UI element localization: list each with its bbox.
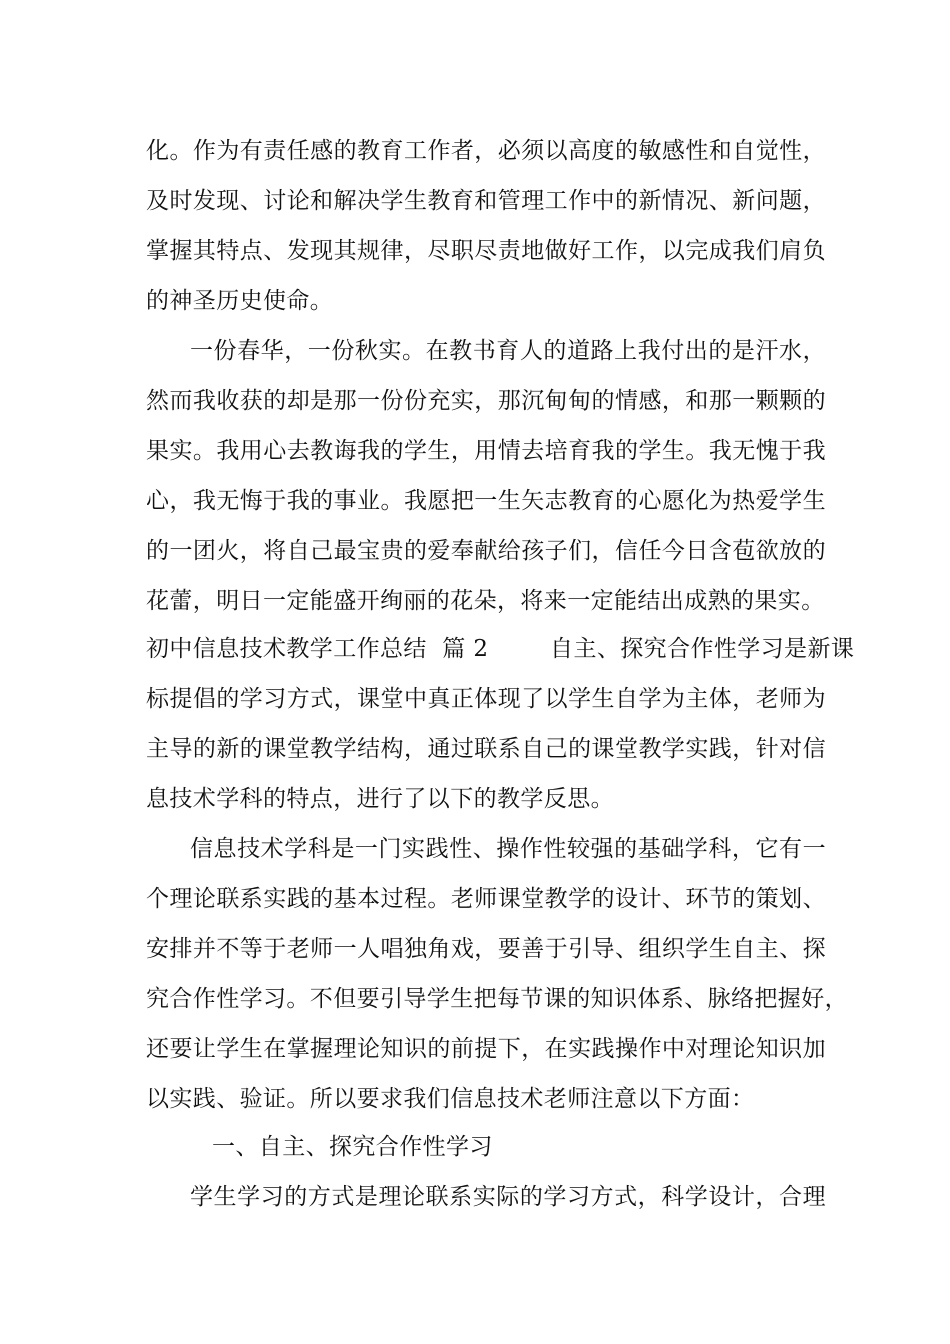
- paragraph-line: 学生学习的方式是理论联系实际的学习方式，科学设计，合理: [190, 1184, 826, 1210]
- subheading: 一、自主、探究合作性学习: [212, 1134, 493, 1160]
- paragraph-line: 及时发现、讨论和解决学生教育和管理工作中的新情况、新问题，: [146, 188, 826, 214]
- paragraph-line: 果实。我用心去教诲我的学生，用情去培育我的学生。我无愧于我: [146, 438, 826, 464]
- paragraph-line: 息技术学科的特点，进行了以下的教学反思。: [146, 786, 614, 812]
- paragraph-line: 安排并不等于老师一人唱独角戏，要善于引导、组织学生自主、探: [146, 936, 826, 962]
- paragraph-line: 心，我无悔于我的事业。我愿把一生矢志教育的心愿化为热爱学生: [146, 488, 826, 514]
- paragraph-line: 信息技术学科是一门实践性、操作性较强的基础学科，它有一: [190, 836, 826, 862]
- paragraph-line: 以实践、验证。所以要求我们信息技术老师注意以下方面：: [146, 1086, 755, 1112]
- paragraph-line: 个理论联系实践的基本过程。老师课堂教学的设计、环节的策划、: [146, 886, 826, 912]
- paragraph-line: 的神圣历史使命。: [146, 288, 334, 314]
- paragraph-line: 花蕾，明日一定能盛开绚丽的花朵，将来一定能结出成熟的果实。: [146, 588, 825, 614]
- section-heading-line: 初中信息技术教学工作总结 篇 2 自主、探究合作性学习是新课: [146, 636, 855, 662]
- paragraph-line: 掌握其特点、发现其规律，尽职尽责地做好工作，以完成我们肩负: [146, 238, 826, 264]
- paragraph-line: 究合作性学习。不但要引导学生把每节课的知识体系、脉络把握好，: [146, 986, 848, 1012]
- paragraph-line: 还要让学生在掌握理论知识的前提下，在实践操作中对理论知识加: [146, 1036, 826, 1062]
- paragraph-line: 一份春华，一份秋实。在教书育人的道路上我付出的是汗水，: [190, 338, 826, 364]
- paragraph-line: 然而我收获的却是那一份份充实，那沉甸甸的情感，和那一颗颗的: [146, 388, 826, 414]
- paragraph-line: 标提倡的学习方式，课堂中真正体现了以学生自学为主体，老师为: [146, 686, 826, 712]
- paragraph-line: 的一团火，将自己最宝贵的爱奉献给孩子们，信任今日含苞欲放的: [146, 538, 826, 564]
- paragraph-line: 化。作为有责任感的教育工作者，必须以高度的敏感性和自觉性，: [146, 138, 826, 164]
- paragraph-line: 主导的新的课堂教学结构，通过联系自己的课堂教学实践，针对信: [146, 736, 826, 762]
